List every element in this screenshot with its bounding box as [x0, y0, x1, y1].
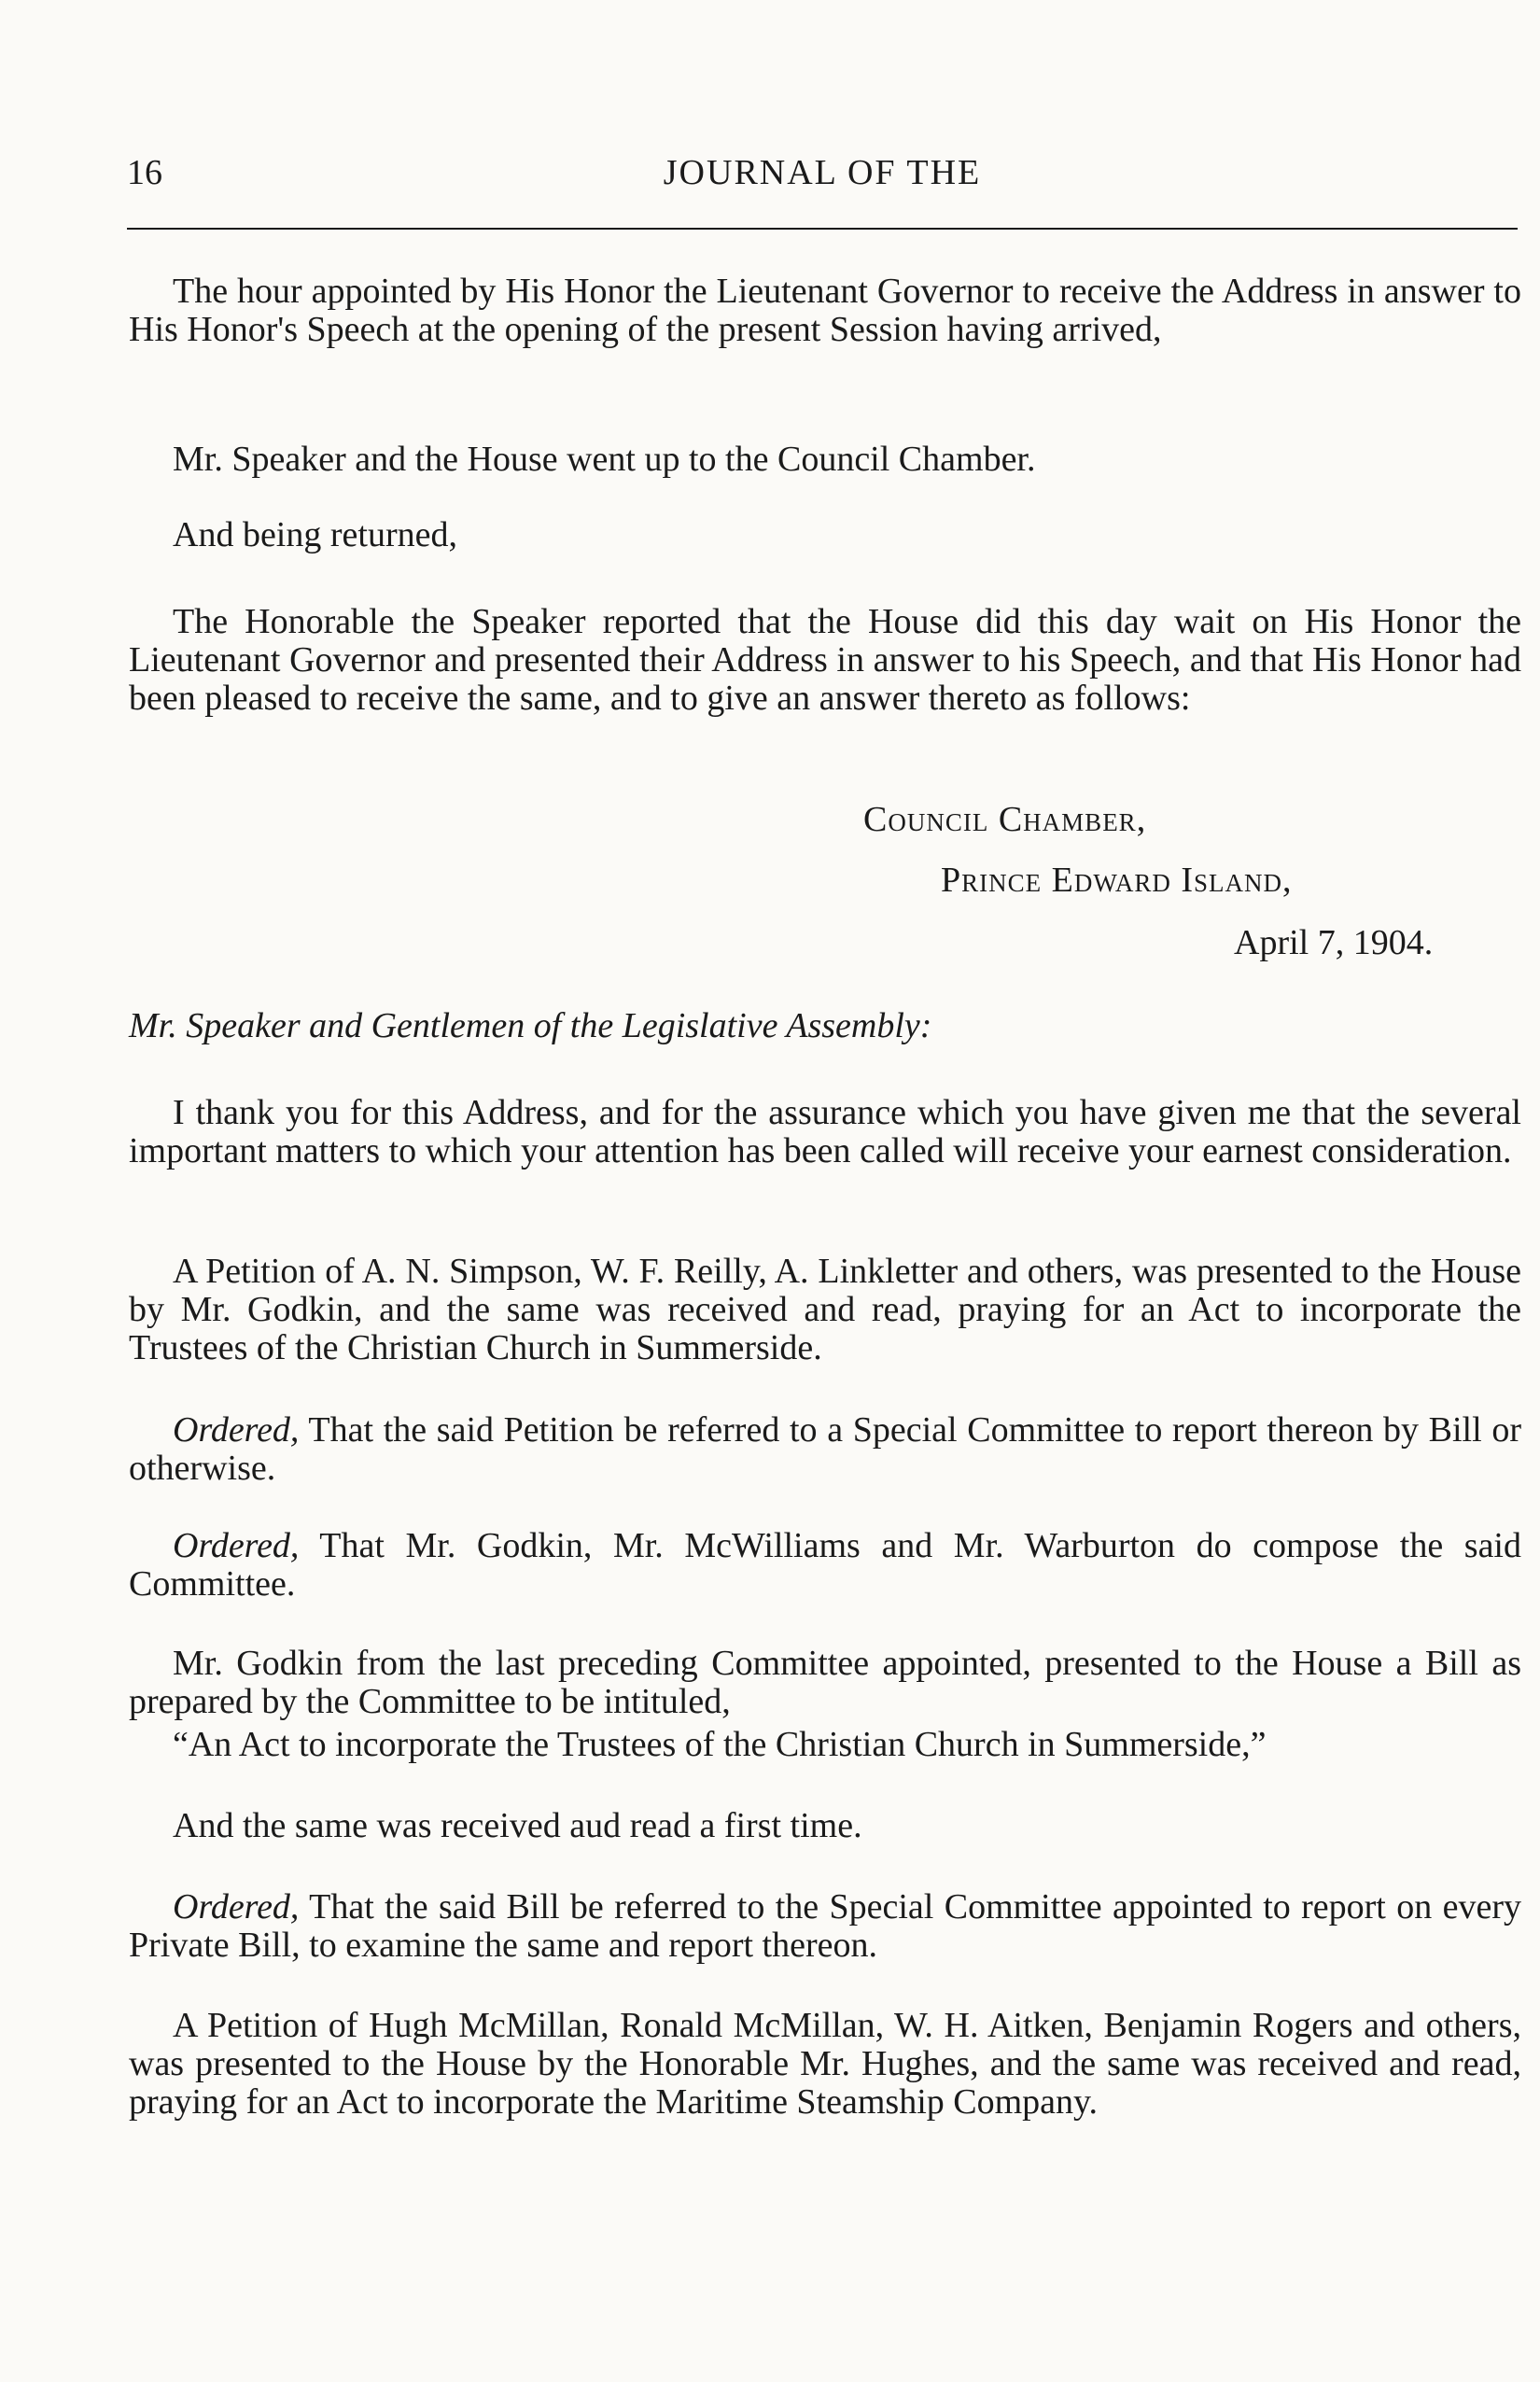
paragraph-council-chamber: Mr. Speaker and the House went up to the Council Chamber. [173, 440, 1036, 479]
header-rule [127, 228, 1518, 230]
reply-date: April 7, 1904. [1234, 923, 1434, 962]
ordered-label: Ordered, [173, 1887, 300, 1927]
paragraph-first-reading: And the same was received aud read a first time. [173, 1806, 862, 1845]
ordered-text: That the said Petition be referred to a Special Committee to report thereon by Bill or otherwise. [129, 1410, 1521, 1488]
page-header [127, 152, 1518, 208]
ordered-label: Ordered, [173, 1526, 300, 1565]
reply-place-line-1: Council Chamber, [863, 800, 1147, 839]
paragraph-petition-mcmillan: A Petition of Hugh McMillan, Ronald McMillan, W. H. Aitken, Benjamin Rogers and others, was presented to the House by the Honorable Mr. Hughes, and the same was received and read, praying for an Act to incorporate the Maritime Steamship Company. [129, 2006, 1521, 2122]
page-number: 16 [127, 153, 162, 192]
reply-body: I thank you for this Address, and for the assurance which you have given me that the several important matters to which your attention has been called will receive your earnest consideration. [129, 1093, 1521, 1170]
reply-salutation: Mr. Speaker and Gentlemen of the Legislative Assembly: [129, 1006, 932, 1045]
paragraph-bill-presented: Mr. Godkin from the last preceding Committee appointed, presented to the House a Bill as prepared by the Committee to be intituled, [129, 1644, 1521, 1721]
paragraph-speaker-report: The Honorable the Speaker reported that the House did this day wait on His Honor the Lieutenant Governor and presented their Address in answer to his Speech, and that His Honor had been pleased to receive the same, and to give an answer thereto as follows: [129, 602, 1521, 718]
reply-place-line-2: Prince Edward Island, [941, 861, 1293, 900]
paragraph-address-hour: The hour appointed by His Honor the Lieutenant Governor to receive the Address in answer to His Honor's Speech at the opening of the present Session having arrived, [129, 272, 1521, 349]
paragraph-petition-simpson: A Petition of A. N. Simpson, W. F. Reilly, A. Linkletter and others, was presented to the House by Mr. Godkin, and the same was received and read, praying for an Act to incorporate the Trustees of the Christian Church in Summerside. [129, 1252, 1521, 1367]
paragraph-ordered-refer-petition [129, 1411, 1521, 1488]
ordered-text: That the said Bill be referred to the Special Committee appointed to report on every Private Bill, to examine the same and report thereon. [129, 1887, 1521, 1965]
paragraph-ordered-refer-bill [129, 1888, 1521, 1965]
paragraph-ordered-committee [129, 1527, 1521, 1604]
ordered-label: Ordered, [173, 1410, 300, 1450]
ordered-text: That Mr. Godkin, Mr. McWilliams and Mr. Warburton do compose the said Committee. [129, 1526, 1521, 1604]
paragraph-bill-title: “An Act to incorporate the Trustees of the Christian Church in Summerside,” [173, 1725, 1267, 1764]
running-head: JOURNAL OF THE [663, 153, 982, 192]
paragraph-returned: And being returned, [173, 515, 457, 554]
